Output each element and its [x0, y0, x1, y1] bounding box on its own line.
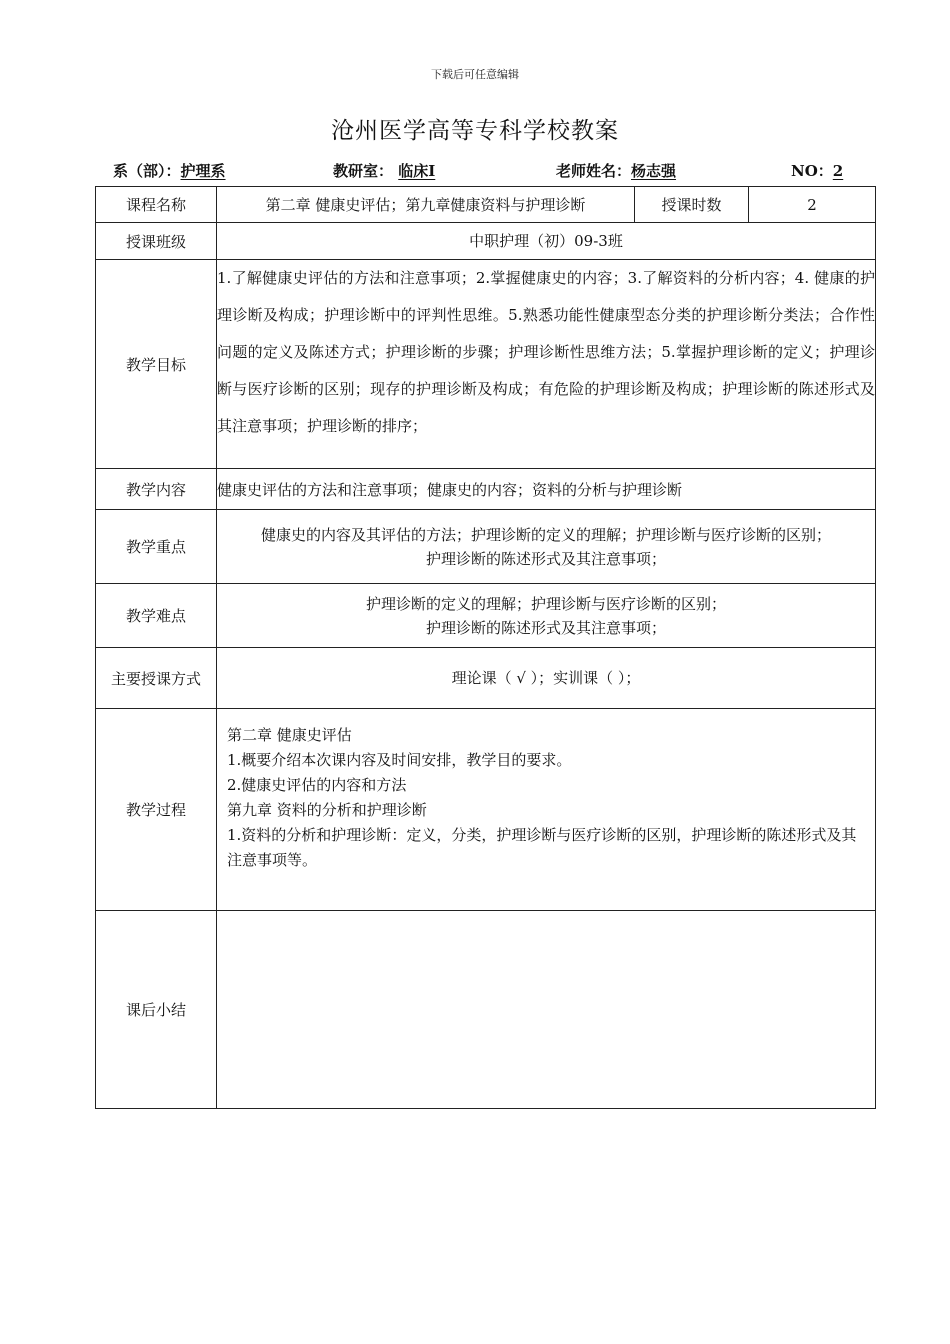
hours-label: 授课时数 [635, 187, 749, 223]
objectives-label: 教学目标 [96, 260, 217, 469]
process-row [96, 709, 876, 911]
teacher-info [556, 160, 676, 181]
content-row [96, 469, 876, 510]
process-line: 2.健康史评估的内容和方法 [227, 776, 407, 794]
dept-label: 系（部）： [113, 162, 181, 180]
method-row [96, 648, 876, 709]
office-value: 临床Ⅰ [398, 162, 436, 180]
difficulty-line-1: 护理诊断的定义的理解；护理诊断与医疗诊断的区别； [365, 594, 726, 613]
header-note: 下载后可任意编辑 [431, 68, 519, 81]
hours-value: 2 [749, 187, 876, 223]
difficulty-cell [217, 584, 876, 648]
number-value: 2 [832, 162, 844, 180]
class-row [96, 223, 876, 260]
office-info [333, 160, 435, 181]
dept-value: 护理系 [180, 162, 226, 180]
course-name-value: 第二章 健康史评估；第九章健康资料与护理诊断 [217, 187, 635, 223]
office-label: 教研室： [333, 162, 394, 180]
content-label: 教学内容 [96, 469, 217, 510]
course-row [96, 187, 876, 223]
process-line: 第二章 健康史评估 [227, 726, 352, 744]
class-value: 中职护理（初）09-3班 [217, 223, 876, 260]
method-value: 理论课（ √ ）；实训课（ ）； [217, 648, 876, 709]
content-value: 健康史评估的方法和注意事项；健康史的内容；资料的分析与护理诊断 [217, 469, 876, 510]
objectives-text: 1.了解健康史评估的方法和注意事项；2.掌握健康史的内容；3.了解资料的分析内容；4. 健康的护理诊断及构成；护理诊断中的评判性思维。5.熟悉功能性健康型态分类的护理诊断分类法；合作性问题的定义及陈述方式；护理诊断的步骤；护理诊断性思维方法；5.掌握护理诊断的定义；护理诊断与医疗诊断的区别；现存的护理诊断及构成；有危险的护理诊断及构成；护理诊断的陈述形式及其注意事项；护理诊断的排序； [217, 269, 875, 435]
process-label: 教学过程 [96, 709, 217, 911]
objectives-row [96, 260, 876, 469]
difficulty-line-2: 护理诊断的陈述形式及其注意事项； [425, 618, 666, 637]
page-title: 沧州医学高等专科学校教案 [331, 118, 619, 144]
summary-label: 课后小结 [96, 911, 217, 1109]
key-points-label: 教学重点 [96, 510, 217, 584]
key-points-cell [217, 510, 876, 584]
process-line: 1.资料的分析和护理诊断：定义，分类，护理诊断与医疗诊断的区别，护理诊断的陈述形式及其注意事项等。 [227, 826, 857, 869]
number-info [791, 160, 843, 181]
method-label: 主要授课方式 [96, 648, 217, 709]
summary-value[interactable] [217, 911, 876, 1109]
dept-info [113, 160, 226, 181]
difficulty-row [96, 584, 876, 648]
teacher-label: 老师姓名： [556, 162, 632, 180]
class-label: 授课班级 [96, 223, 217, 260]
key-points-line-2: 护理诊断的陈述形式及其注意事项； [425, 549, 666, 568]
teacher-value: 杨志强 [631, 162, 677, 180]
process-line: 第九章 资料的分析和护理诊断 [227, 801, 427, 819]
key-points-row [96, 510, 876, 584]
summary-row [96, 911, 876, 1109]
key-points-line-1: 健康史的内容及其评估的方法；护理诊断的定义的理解；护理诊断与医疗诊断的区别； [260, 525, 831, 544]
lesson-plan-table [95, 186, 876, 1109]
process-line: 1.概要介绍本次课内容及时间安排，教学目的要求。 [227, 751, 572, 769]
objectives-cell [217, 260, 876, 469]
process-cell [217, 709, 876, 911]
course-name-label: 课程名称 [96, 187, 217, 223]
number-label: NO： [791, 162, 833, 180]
difficulty-label: 教学难点 [96, 584, 217, 648]
